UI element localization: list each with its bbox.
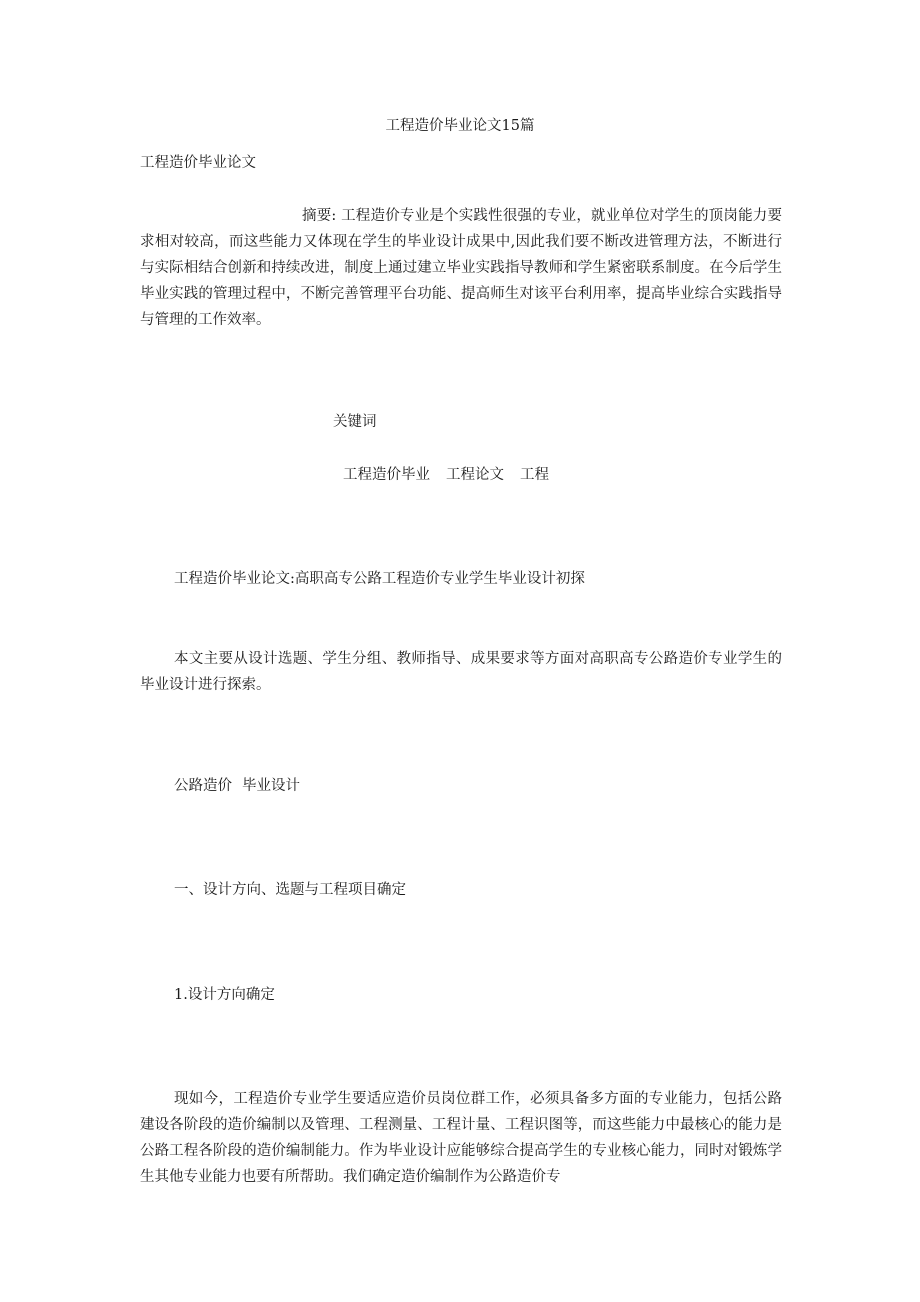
article-summary: 本文主要从设计选题、学生分组、教师指导、成果要求等方面对高职高专公路造价专业学生的毕业设计进行探索。 [140, 651, 782, 693]
body-paragraph: 现如今，工程造价专业学生要适应造价员岗位群工作，必须具备多方面的专业能力，包括公路建设各阶段的造价编制以及管理、工程测量、工程计量、工程识图等，而这些能力中最核心的能力是公路工程各阶段的造价编制能力。作为毕业设计应能够综合提高学生的专业核心能力，同时对锻炼学生其他专业能力也要有所帮助。我们确定造价编制作为公路造价专 [140, 1091, 782, 1185]
article-keyword-item: 毕业设计 [242, 778, 300, 794]
section-heading: 一、设计方向、选题与工程项目确定 [174, 882, 406, 898]
keywords-list [343, 462, 549, 488]
article-keywords [174, 773, 300, 799]
article-title: 工程造价毕业论文:高职高专公路工程造价专业学生毕业设计初探 [174, 571, 585, 587]
subsection-heading: 1.设计方向确定 [174, 987, 275, 1003]
document-title: 工程造价毕业论文15篇 [385, 118, 535, 134]
abstract-paragraph: 摘要: 工程造价专业是个实践性很强的专业，就业单位对学生的顶岗能力要求相对较高，而这些能力又体现在学生的毕业设计成果中,因此我们要不断改进管理方法，不断进行与实际相结合创新和持续改进，制度上通过建立毕业实践指导教师和学生紧密联系制度。在今后学生毕业实践的管理过程中，不断完善管理平台功能、提高师生对该平台利用率，提高毕业综合实践指导与管理的工作效率。 [140, 208, 782, 328]
keyword-item: 工程造价毕业 [343, 467, 430, 483]
document-subtitle: 工程造价毕业论文 [140, 155, 256, 171]
keyword-item: 工程 [520, 467, 549, 483]
article-keyword-item: 公路造价 [174, 778, 232, 794]
keywords-label: 关键词 [333, 414, 377, 430]
keyword-item: 工程论文 [446, 467, 504, 483]
